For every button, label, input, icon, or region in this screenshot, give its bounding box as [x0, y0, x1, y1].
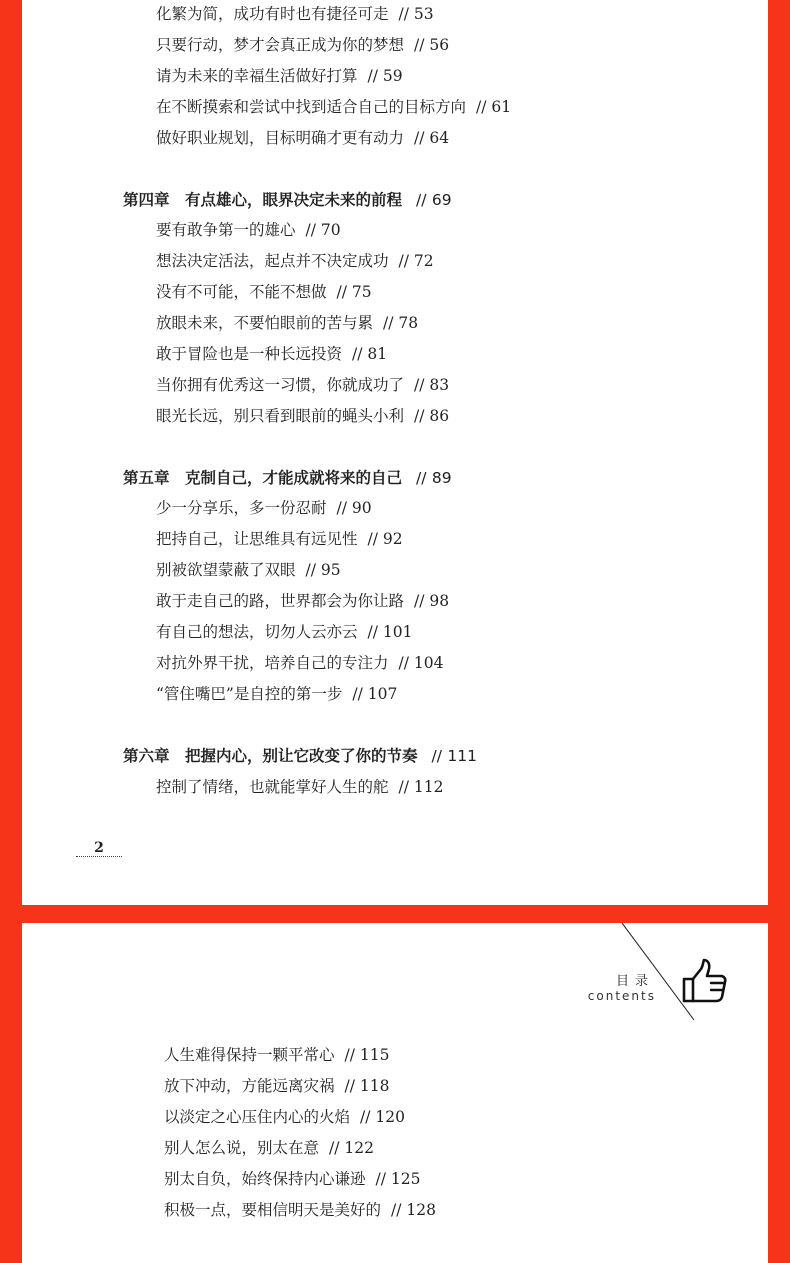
- entry-separator: //: [414, 376, 425, 394]
- entry-page: 53: [413, 5, 434, 23]
- toc-entry[interactable]: [156, 498, 372, 518]
- toc-entry[interactable]: [164, 1169, 421, 1189]
- entry-page: 83: [429, 376, 450, 394]
- entry-page: 107: [367, 685, 398, 703]
- toc-entry[interactable]: [156, 282, 372, 302]
- entry-separator: //: [352, 685, 363, 703]
- entry-separator: //: [398, 252, 409, 270]
- entry-title: 要有敢争第一的雄心: [156, 221, 296, 239]
- toc-entry[interactable]: [156, 375, 449, 395]
- entry-title: 做好职业规划，目标明确才更有动力: [156, 129, 405, 147]
- toc-entry[interactable]: [164, 1107, 405, 1127]
- entry-title: 人生难得保持一颗平常心: [164, 1046, 335, 1064]
- entry-separator: //: [398, 654, 409, 672]
- toc-entry[interactable]: [164, 1076, 390, 1096]
- toc-page-right: [22, 923, 768, 1263]
- entry-separator: //: [391, 1201, 402, 1219]
- entry-page: 104: [413, 654, 444, 672]
- entry-separator: //: [476, 98, 487, 116]
- entry-separator: //: [383, 314, 394, 332]
- entry-page: 72: [413, 252, 434, 270]
- entry-separator: //: [352, 345, 363, 363]
- toc-entry[interactable]: [156, 220, 341, 240]
- entry-separator: //: [336, 499, 347, 517]
- toc-entry[interactable]: [156, 406, 449, 426]
- entry-title: 别太自负，始终保持内心谦逊: [164, 1170, 366, 1188]
- toc-entry[interactable]: [156, 251, 434, 271]
- entry-separator: //: [398, 5, 409, 23]
- toc-heading: 目录: [615, 974, 654, 989]
- entry-separator: //: [344, 1046, 355, 1064]
- entry-page: 120: [375, 1108, 405, 1126]
- entry-page: 98: [429, 592, 450, 610]
- entry-separator: //: [414, 129, 425, 147]
- entry-page: 90: [351, 499, 372, 517]
- entry-title: 别被欲望蒙蔽了双眼: [156, 561, 296, 579]
- entry-title: 少一分享乐，多一份忍耐: [156, 499, 327, 517]
- entry-title: 没有不可能，不能不想做: [156, 283, 327, 301]
- entry-title: 以淡定之心压住内心的火焰: [164, 1108, 351, 1126]
- entry-page: 64: [429, 129, 450, 147]
- chapter-separator: //: [416, 191, 427, 209]
- toc-entry[interactable]: [164, 1138, 374, 1158]
- entry-page: 59: [382, 67, 403, 85]
- chapter-title: 第四章 有点雄心，眼界决定未来的前程: [123, 191, 403, 209]
- entry-title: 想法决定活法，起点并不决定成功: [156, 252, 389, 270]
- entry-separator: //: [367, 623, 378, 641]
- entry-page: 95: [320, 561, 341, 579]
- entry-separator: //: [414, 592, 425, 610]
- entry-separator: //: [398, 778, 409, 796]
- entry-title: “管住嘴巴”是自控的第一步: [156, 685, 343, 703]
- page-number: 2: [76, 840, 122, 857]
- entry-page: 101: [382, 623, 413, 641]
- entry-separator: //: [305, 561, 316, 579]
- entry-title: 把持自己，让思维具有远见性: [156, 530, 358, 548]
- toc-page-left: [22, 0, 768, 905]
- entry-title: 敢于冒险也是一种长远投资: [156, 345, 343, 363]
- chapter-page: 111: [447, 747, 477, 765]
- toc-entry[interactable]: [156, 97, 511, 117]
- entry-title: 眼光长远，别只看到眼前的蝇头小利: [156, 407, 405, 425]
- entry-title: 控制了情绪，也就能掌好人生的舵: [156, 778, 389, 796]
- toc-entry[interactable]: [156, 35, 449, 55]
- entry-separator: //: [336, 283, 347, 301]
- entry-title: 别人怎么说，别太在意: [164, 1139, 320, 1157]
- chapter-page: 69: [431, 191, 452, 209]
- toc-entry[interactable]: [164, 1045, 390, 1065]
- toc-entry[interactable]: [156, 560, 341, 580]
- entry-page: 125: [390, 1170, 421, 1188]
- entry-page: 81: [367, 345, 388, 363]
- toc-entry[interactable]: [156, 128, 449, 148]
- entry-title: 敢于走自己的路，世界都会为你让路: [156, 592, 405, 610]
- entry-page: 61: [491, 98, 512, 116]
- toc-entry[interactable]: [156, 529, 403, 549]
- chapter-heading-6[interactable]: [123, 746, 477, 766]
- chapter-heading-4[interactable]: [123, 190, 452, 210]
- chapter-separator: //: [431, 747, 442, 765]
- entry-title: 积极一点，要相信明天是美好的: [164, 1201, 382, 1219]
- entry-title: 请为未来的幸福生活做好打算: [156, 67, 358, 85]
- entry-title: 对抗外界干扰，培养自己的专注力: [156, 654, 389, 672]
- toc-entry[interactable]: [156, 653, 444, 673]
- entry-separator: //: [344, 1077, 355, 1095]
- entry-title: 只要行动，梦才会真正成为你的梦想: [156, 36, 405, 54]
- toc-entry[interactable]: [156, 313, 418, 333]
- toc-entry[interactable]: [156, 591, 449, 611]
- entry-separator: //: [360, 1108, 371, 1126]
- entry-title: 当你拥有优秀这一习惯，你就成功了: [156, 376, 405, 394]
- entry-title: 放下冲动，方能远离灾祸: [164, 1077, 335, 1095]
- entry-separator: //: [329, 1139, 340, 1157]
- thumbs-up-icon: [680, 957, 728, 1005]
- entry-page: 92: [382, 530, 403, 548]
- entry-page: 86: [429, 407, 450, 425]
- entry-page: 122: [344, 1139, 374, 1157]
- toc-entry[interactable]: [156, 66, 403, 86]
- toc-entry[interactable]: [156, 777, 444, 797]
- entry-page: 118: [359, 1077, 390, 1095]
- entry-separator: //: [414, 407, 425, 425]
- chapter-title: 第六章 把握内心，别让它改变了你的节奏: [123, 747, 418, 765]
- entry-page: 115: [359, 1046, 390, 1064]
- entry-page: 75: [351, 283, 372, 301]
- toc-entry[interactable]: [156, 4, 434, 24]
- entry-page: 56: [429, 36, 450, 54]
- entry-separator: //: [367, 67, 378, 85]
- entry-title: 放眼未来，不要怕眼前的苦与累: [156, 314, 374, 332]
- entry-page: 112: [413, 778, 444, 796]
- entry-title: 在不断摸索和尝试中找到适合自己的目标方向: [156, 98, 467, 116]
- toc-heading-en: contents: [587, 989, 656, 1003]
- chapter-separator: //: [416, 469, 427, 487]
- toc-entry[interactable]: [164, 1200, 436, 1220]
- entry-separator: //: [414, 36, 425, 54]
- chapter-title: 第五章 克制自己，才能成就将来的自己: [123, 469, 403, 487]
- toc-entry[interactable]: [156, 622, 413, 642]
- chapter-heading-5[interactable]: [123, 468, 452, 488]
- entry-page: 128: [406, 1201, 436, 1219]
- entry-page: 78: [398, 314, 419, 332]
- entry-separator: //: [375, 1170, 386, 1188]
- toc-entry[interactable]: [156, 684, 397, 704]
- toc-entry[interactable]: [156, 344, 387, 364]
- entry-title: 化繁为简，成功有时也有捷径可走: [156, 5, 389, 23]
- entry-separator: //: [305, 221, 316, 239]
- entry-separator: //: [367, 530, 378, 548]
- chapter-page: 89: [431, 469, 452, 487]
- entry-title: 有自己的想法，切勿人云亦云: [156, 623, 358, 641]
- entry-page: 70: [320, 221, 341, 239]
